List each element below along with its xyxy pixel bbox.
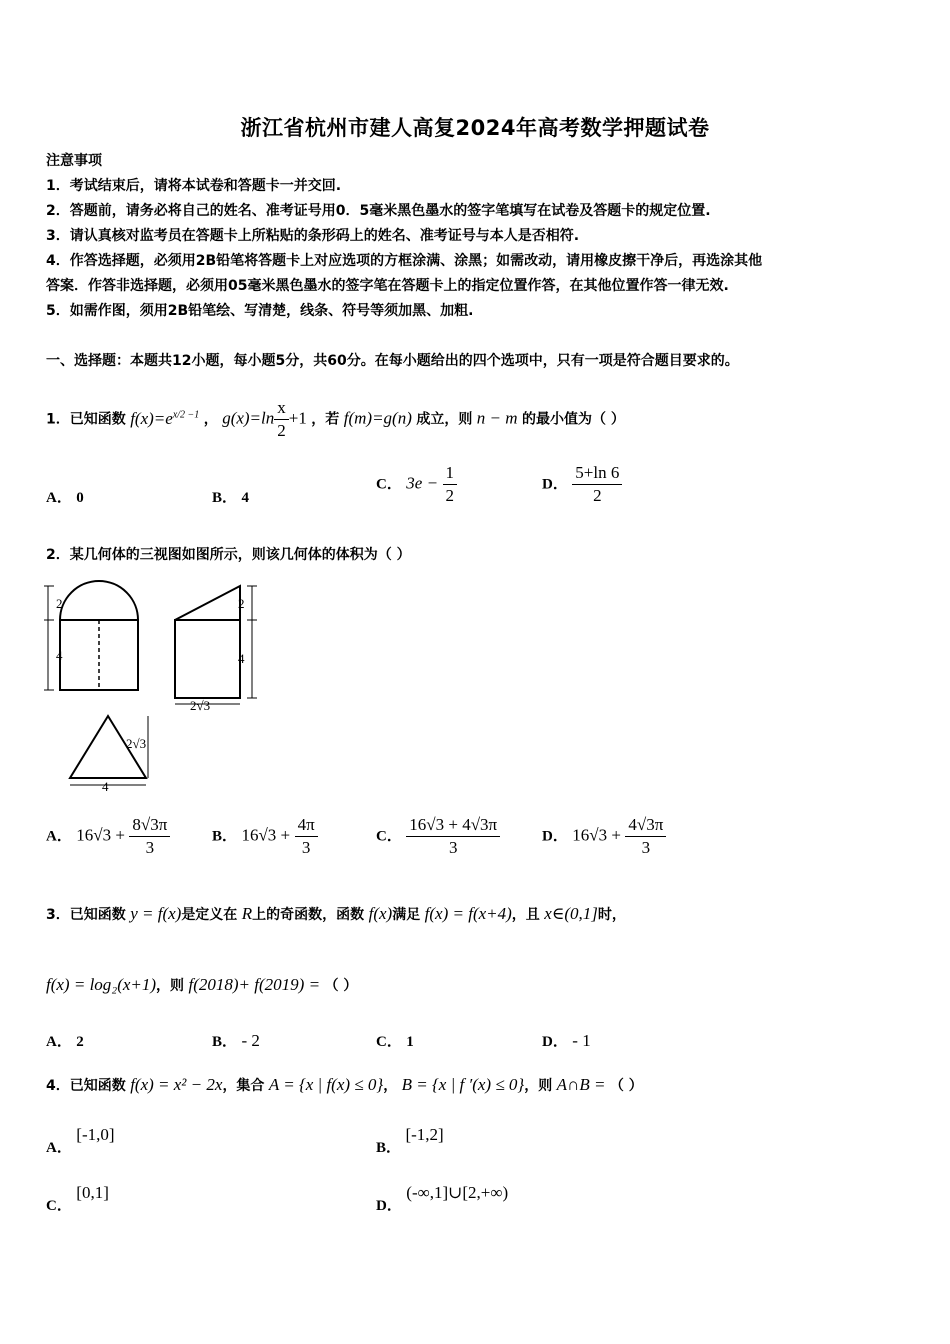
notice-item: 5．如需作图，须用2B铅笔绘、写清楚，线条、符号等须加黑、加粗.: [46, 303, 474, 319]
q4-option-d[interactable]: D． (-∞,1]∪[2,+∞): [376, 1183, 509, 1214]
q2-option-a[interactable]: A． 16√3 + $\frac{8√3\pi}{3}$: [46, 814, 170, 859]
fig-label-2r3a: 2√3: [190, 698, 211, 713]
question-3-line-1: 3．已知函数 y = f(x)是定义在 R上的奇函数，函数 f(x)满足 f(x) = f(x+4)，且 x∈(0,1]时，: [46, 904, 626, 923]
q2-option-d[interactable]: D． 16√3 + $\frac{4√3\pi}{3}$: [542, 814, 666, 859]
q4-set-b: B = {x | f ′(x) ≤ 0}: [401, 1075, 525, 1094]
question-2: 2．某几何体的三视图如图所示，则该几何体的体积为（ ）: [46, 547, 411, 563]
q2-option-b[interactable]: B． 16√3 + $\frac{4\pi}{3}$: [212, 814, 318, 859]
fig-label-2b: 2: [238, 596, 245, 611]
question-3-line-2: f(x) = log₂(x+1)，则 f(2018)+ f(2019) = （ ）: [46, 975, 358, 994]
q3-option-d[interactable]: D． - 1: [542, 1031, 591, 1050]
q1-g: g(x)=ln: [222, 408, 275, 428]
fig-label-4b: 4: [238, 651, 245, 666]
q1-g-frac: $\frac{x}{2}$: [274, 397, 289, 442]
notice-item: 答案．作答非选择题，必须用05毫米黑色墨水的签字笔在答题卡上的指定位置作答，在其他位置作答一律无效.: [46, 278, 729, 294]
q3-ask: f(2018)+ f(2019) =: [188, 975, 321, 994]
q1-option-b[interactable]: B． 4: [212, 490, 249, 506]
q3-y: y = f(x): [130, 904, 182, 923]
q1-expr: n − m: [476, 408, 518, 428]
notice-item: 1．考试结束后，请将本试卷和答题卡一并交回.: [46, 178, 342, 194]
q3-option-b[interactable]: B． - 2: [212, 1031, 260, 1050]
q3-period: f(x) = f(x+4): [424, 904, 512, 923]
q4-set-a: A = {x | f(x) ≤ 0}: [268, 1075, 384, 1094]
notice-item: 4．作答选择题，必须用2B铅笔将答题卡上对应选项的方框涂满、涂黑；如需改动，请用橡皮擦干净后，再选涂其他: [46, 253, 763, 269]
fig-label-4c: 4: [102, 779, 109, 793]
section-heading: 一、选择题：本题共12小题，每小题5分，共60分。在每小题给出的四个选项中，只有一项是符合题目要求的。: [46, 353, 739, 369]
q3-def: f(x) = log₂(x+1): [46, 975, 157, 994]
question-4: 4．已知函数 f(x) = x² − 2x，集合 A = {x | f(x) ≤ 0}， B = {x | f ′(x) ≤ 0}，则 A∩B = （ ）: [46, 1075, 643, 1094]
q4-option-b[interactable]: B． [-1,2]: [376, 1125, 444, 1156]
notice-item: 3．请认真核对监考员在答题卡上所粘贴的条形码上的姓名、准考证号与本人是否相符.: [46, 228, 580, 244]
q4-ask: A∩B =: [556, 1075, 606, 1094]
fig-label-4a: 4: [56, 648, 63, 663]
q4-option-c[interactable]: C． [0,1]: [46, 1183, 109, 1214]
q1-condition: f(m)=g(n): [343, 408, 412, 428]
q3-interval: x∈(0,1]: [544, 904, 598, 923]
q3-option-a[interactable]: A． 2: [46, 1034, 84, 1050]
question-1: 1．已知函数 $f(x)=e^{x/2 -1}$ ， g(x)=ln $\frac{x}{2}$ +1 ，若 f(m)=g(n) 成立，则 n − m 的最小值为（ ）: [46, 398, 625, 440]
q1-f: $f(x)=e^{x/2 -1}$: [130, 408, 200, 428]
notice-item: 2．答题前，请务必将自己的姓名、准考证号用0．5毫米黑色墨水的签字笔填写在试卷及答题卡的规定位置.: [46, 203, 711, 219]
page-title: 浙江省杭州市建人高复2024年高考数学押题试卷: [240, 116, 710, 140]
q2-option-c[interactable]: C． $\frac{16√3 + 4√3\pi}{3}$: [376, 814, 500, 859]
q4-f: f(x) = x² − 2x: [130, 1075, 223, 1094]
q1-option-d[interactable]: D． $\frac{5+\ln 6}{2}$: [542, 462, 622, 507]
q1-intro: 1．已知函数: [46, 411, 126, 428]
q1-option-c[interactable]: C． 3e − $\frac{1}{2}$: [376, 462, 457, 507]
fig-label-2a: 2: [56, 596, 63, 611]
q3-option-c[interactable]: C． 1: [376, 1034, 414, 1050]
notice-heading: 注意事项: [46, 153, 102, 169]
q1-option-a[interactable]: A． 0: [46, 490, 84, 506]
fig-label-2r3b: 2√3: [126, 736, 147, 751]
q4-option-a[interactable]: A． [-1,0]: [46, 1125, 115, 1156]
three-view-figure: [40, 578, 270, 793]
